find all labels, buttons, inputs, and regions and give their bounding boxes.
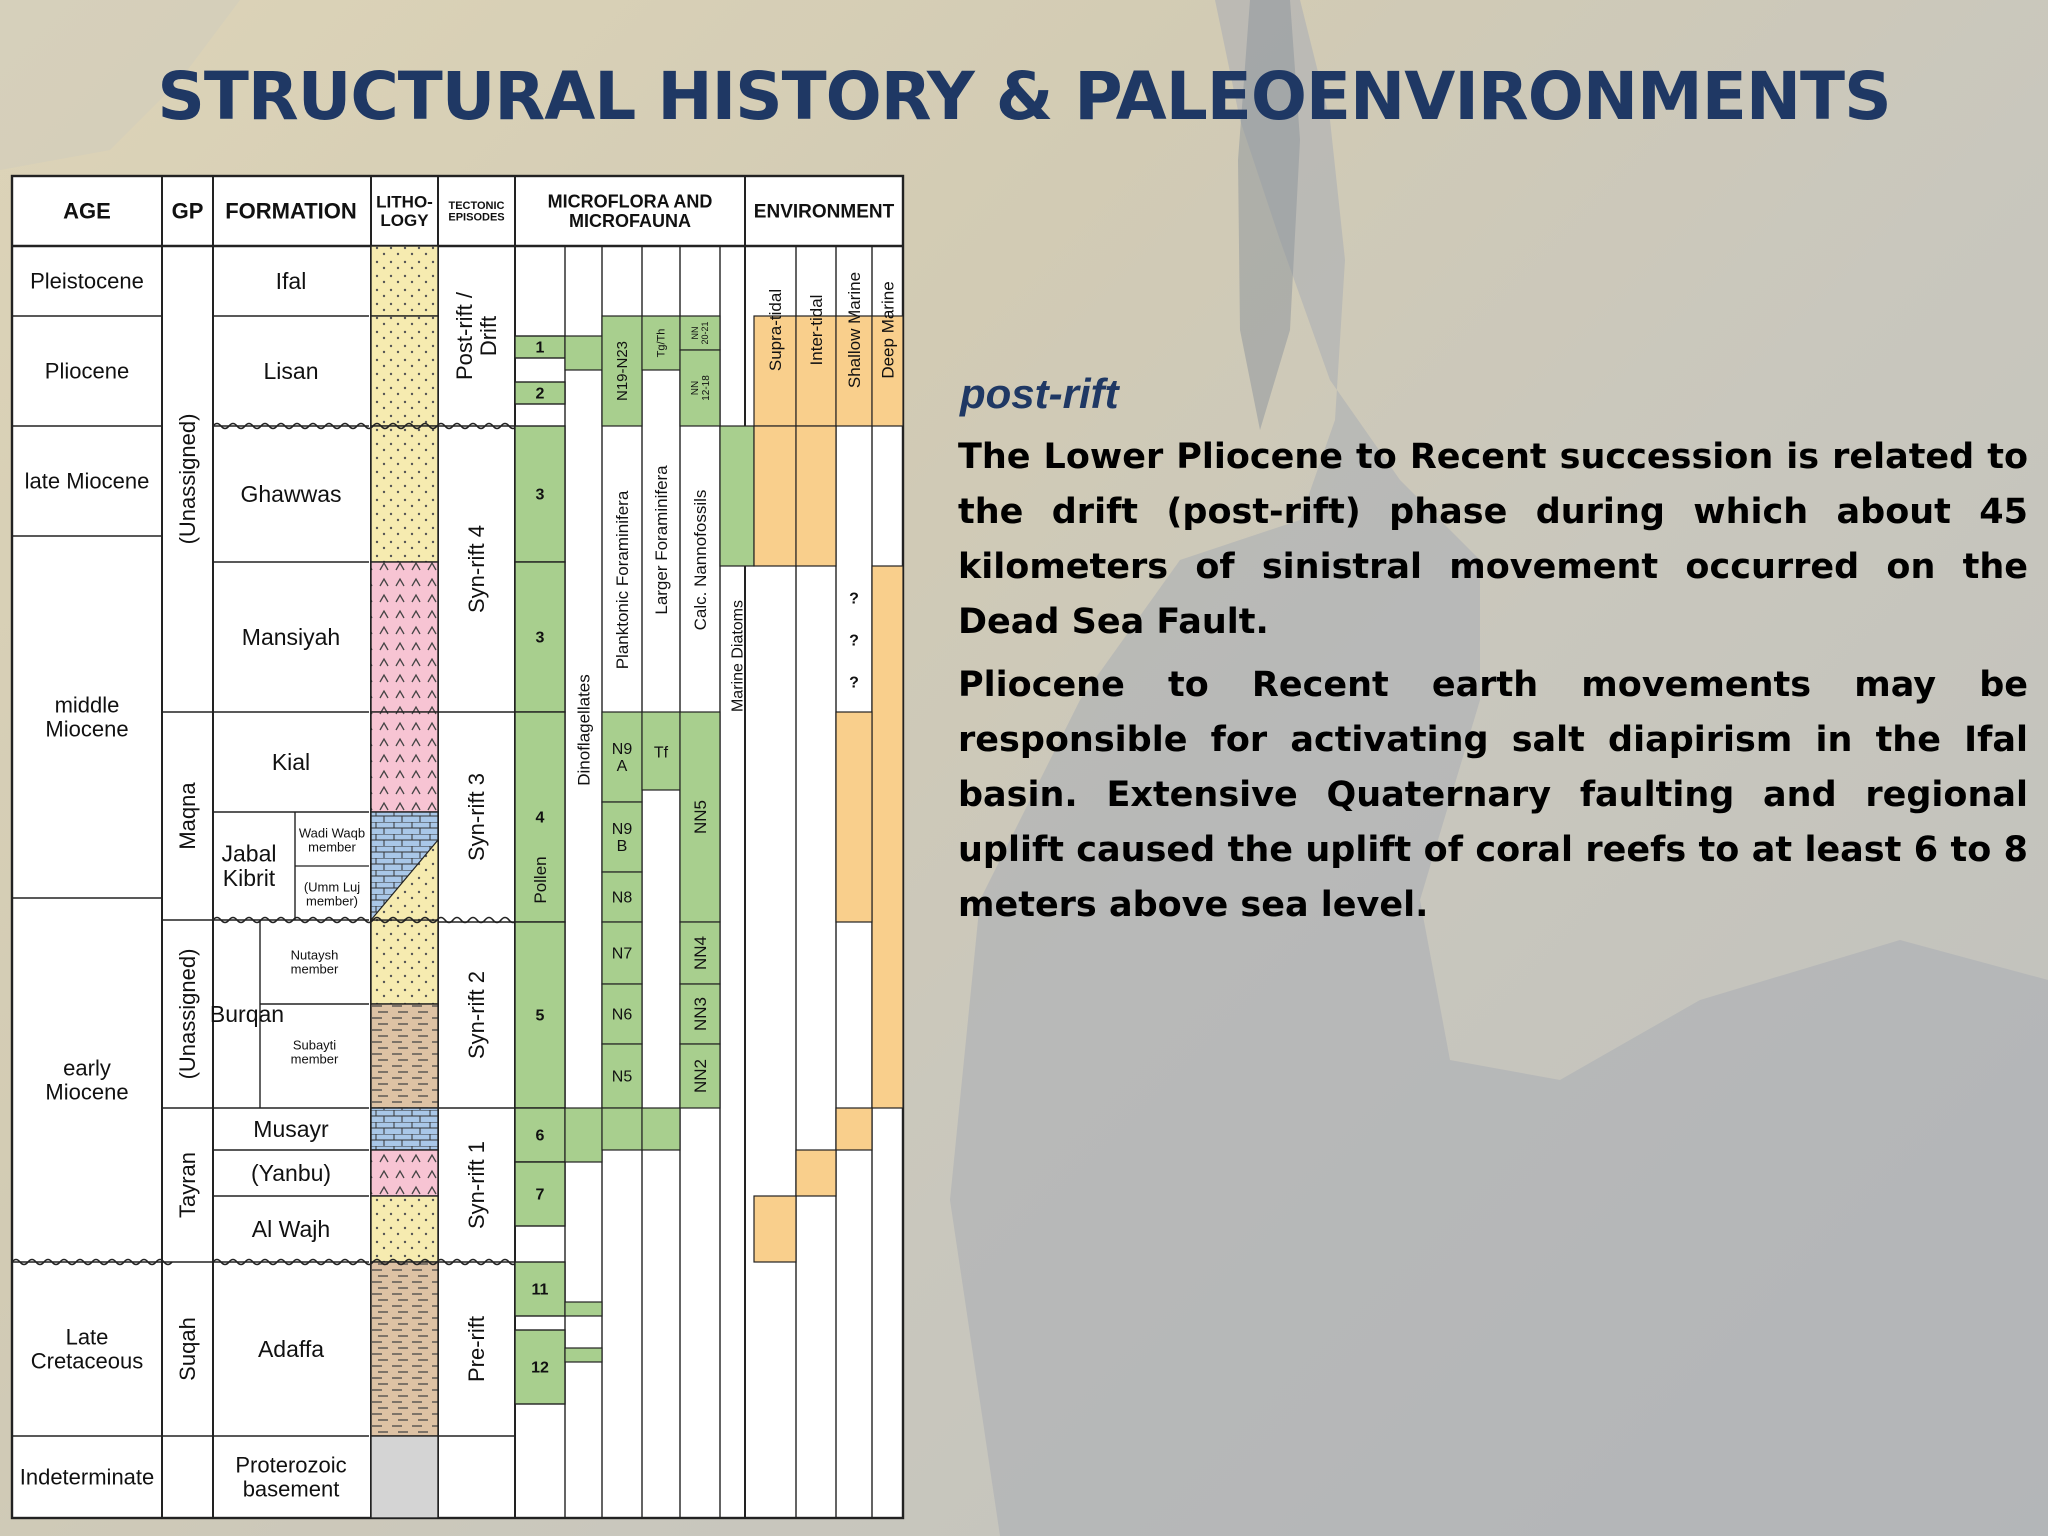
env-deep-mid [872, 566, 903, 1108]
planktonic-zone-2: N9 B [611, 820, 633, 856]
tectonic-2: Syn-rift 3 [463, 772, 489, 862]
micro-col-pollen: Pollen [530, 856, 550, 904]
age-4: early Miocene [45, 1055, 129, 1105]
nanno-zone-4: NN3 [690, 996, 710, 1032]
lithology-unit-9 [371, 1150, 438, 1196]
env-label-0: Supra-tidal [765, 288, 785, 372]
age-2: late Miocene [24, 468, 150, 494]
formation-5: Jabal Kibrit [221, 840, 277, 892]
age-6: Indeterminate [19, 1464, 155, 1490]
lithology-unit-2 [371, 426, 438, 562]
pollen-zone-label-3: 3 [535, 629, 545, 647]
nanno-zone-3: NN4 [690, 935, 710, 971]
pollen-zone-label-4: 4 [535, 809, 545, 827]
micro-col-nanno: Calc. Nannofossils [690, 489, 710, 631]
header-environment: ENVIRONMENT [753, 201, 895, 223]
micro-col-larger: Larger Foraminifera [651, 465, 671, 615]
formation-7: Musayr [253, 1115, 329, 1142]
formation-6: Burqan [209, 1000, 285, 1027]
group-0: (Unassigned) [174, 413, 200, 545]
tectonic-5: Pre-rift [463, 1316, 489, 1382]
header-formation: FORMATION [225, 198, 357, 224]
section-subheading: post-rift [960, 370, 1119, 417]
paragraph-1: The Lower Pliocene to Recent succession is related to the drift (post-rift) phase during which about 45 kilometers of sinistral movement occurred on the Dead Sea Fault. [958, 437, 2028, 642]
lithology-unit-1 [371, 316, 438, 426]
env-inter-b [796, 1150, 836, 1196]
planktonic-zone-0: N19-N23 [614, 340, 632, 402]
group-1: Maqna [174, 782, 200, 850]
nanno-zone-0: NN20-21 [690, 321, 710, 345]
group-2: (Unassigned) [174, 948, 200, 1080]
planktonic-zone-1: N9 A [611, 740, 633, 776]
formation-4: Kial [271, 748, 311, 775]
pollen-zone-label-0: 1 [535, 339, 545, 357]
tectonic-0: Post-rift /Drift [452, 291, 501, 381]
header-gp: GP [171, 198, 204, 224]
stratigraphic-chart [10, 174, 906, 1520]
lithology-unit-10 [371, 1196, 438, 1262]
dino-span-0 [565, 336, 602, 370]
group-4: Suqah [174, 1317, 200, 1381]
pollen-zone-label-9: 12 [531, 1359, 549, 1377]
lithology-unit-0 [371, 246, 438, 316]
env-supra-b [754, 1196, 796, 1262]
larger-foram-low [642, 1108, 680, 1150]
dino-span-2 [565, 1302, 602, 1316]
env-label-2: Shallow Marine [844, 271, 864, 389]
env-shallow-b [836, 1108, 872, 1150]
formation-11: Proterozoic basement [235, 1452, 347, 1502]
nanno-zone-1: NN12-18 [690, 375, 712, 401]
pollen-zone-label-7: 7 [535, 1186, 545, 1204]
member-1: (Umm Luj member) [303, 879, 361, 909]
paragraph-2: Pliocene to Recent earth movements may be responsible for activating salt diapirism in the Ifal basin. Extensive Quaternary faulting and regional uplift caused the uplift of coral reefs to at least 6 to 8 meters above sea level. [958, 665, 2028, 925]
pollen-zone-label-2: 3 [535, 486, 545, 504]
planktonic-zone-3: N8 [611, 889, 633, 907]
stratigraphic-chart-svg [10, 174, 906, 1520]
lithology-unit-6 [371, 920, 438, 1004]
formation-0: Ifal [275, 267, 307, 294]
micro-col-planktonic: Planktonic Foraminifera [612, 490, 632, 670]
tectonic-1: Syn-rift 4 [463, 524, 489, 614]
age-1: Pliocene [44, 358, 130, 384]
member-3: Subayti member [290, 1037, 339, 1067]
lithology-unit-8 [371, 1108, 438, 1150]
tectonic-3: Syn-rift 2 [463, 970, 489, 1060]
planktonic-zone-6: N5 [611, 1068, 633, 1086]
formation-10: Adaffa [257, 1335, 325, 1362]
age-3: middle Miocene [45, 692, 129, 742]
header-age: AGE [63, 198, 111, 224]
age-0: Pleistocene [30, 268, 144, 294]
lithology-unit-11 [371, 1262, 438, 1436]
env-label-3: Deep Marine [878, 281, 898, 379]
pollen-zone-label-8: 11 [531, 1281, 549, 1299]
env-supra-upper [754, 426, 796, 566]
member-0: Wadi Waqb member [298, 825, 366, 855]
diatom-span [720, 426, 754, 566]
lithology-unit-12 [371, 1436, 438, 1518]
lithology-unit-7 [371, 1004, 438, 1108]
pollen-zone-label-6: 6 [535, 1127, 545, 1145]
slide-title: STRUCTURAL HISTORY & PALEOENVIRONMENTS [157, 58, 1891, 135]
formation-1: Lisan [263, 357, 319, 384]
formation-8: (Yanbu) [250, 1159, 332, 1186]
formation-3: Mansiyah [241, 623, 341, 650]
formation-2: Ghawwas [240, 480, 342, 507]
micro-col-dino: Dinoflagellates [574, 674, 594, 786]
env-uncertain-0: ? [849, 590, 859, 608]
larger-foram-zone-0: Tg/Th [655, 328, 668, 358]
header-micro: MICROFLORA AND MICROFAUNA [547, 191, 713, 231]
micro-col-diatoms: Marine Diatoms [729, 599, 747, 713]
env-label-1: Inter-tidal [806, 294, 826, 366]
text-panel [958, 370, 2028, 941]
header-lithology: LITHO-LOGY [376, 192, 433, 230]
tectonic-4: Syn-rift 1 [463, 1140, 489, 1230]
age-5: Late Cretaceous [30, 1324, 144, 1374]
pollen-zone-label-1: 2 [535, 385, 545, 403]
lithology-unit-4 [371, 712, 438, 812]
group-3: Tayran [174, 1151, 200, 1219]
header-tectonic: TECTONIC EPISODES [448, 199, 505, 224]
env-inter-upper [796, 426, 836, 566]
env-shallow-mid [836, 712, 872, 922]
planktonic-zone-4: N7 [611, 945, 633, 963]
env-uncertain-2: ? [849, 674, 859, 692]
dino-span-3 [565, 1348, 602, 1362]
member-2: Nutaysh member [290, 947, 339, 977]
lithology-unit-3 [371, 562, 438, 712]
formation-9: Al Wajh [251, 1215, 331, 1242]
planktonic-zone-5: N6 [611, 1006, 633, 1024]
larger-foram-zone-1: Tf [653, 744, 669, 762]
dino-span-1 [565, 1108, 602, 1162]
pollen-zone-label-5: 5 [535, 1007, 545, 1025]
planktonic-span-low [602, 1108, 642, 1150]
nanno-zone-5: NN2 [690, 1058, 710, 1094]
nanno-zone-2: NN5 [690, 799, 710, 835]
env-uncertain-1: ? [849, 632, 859, 650]
